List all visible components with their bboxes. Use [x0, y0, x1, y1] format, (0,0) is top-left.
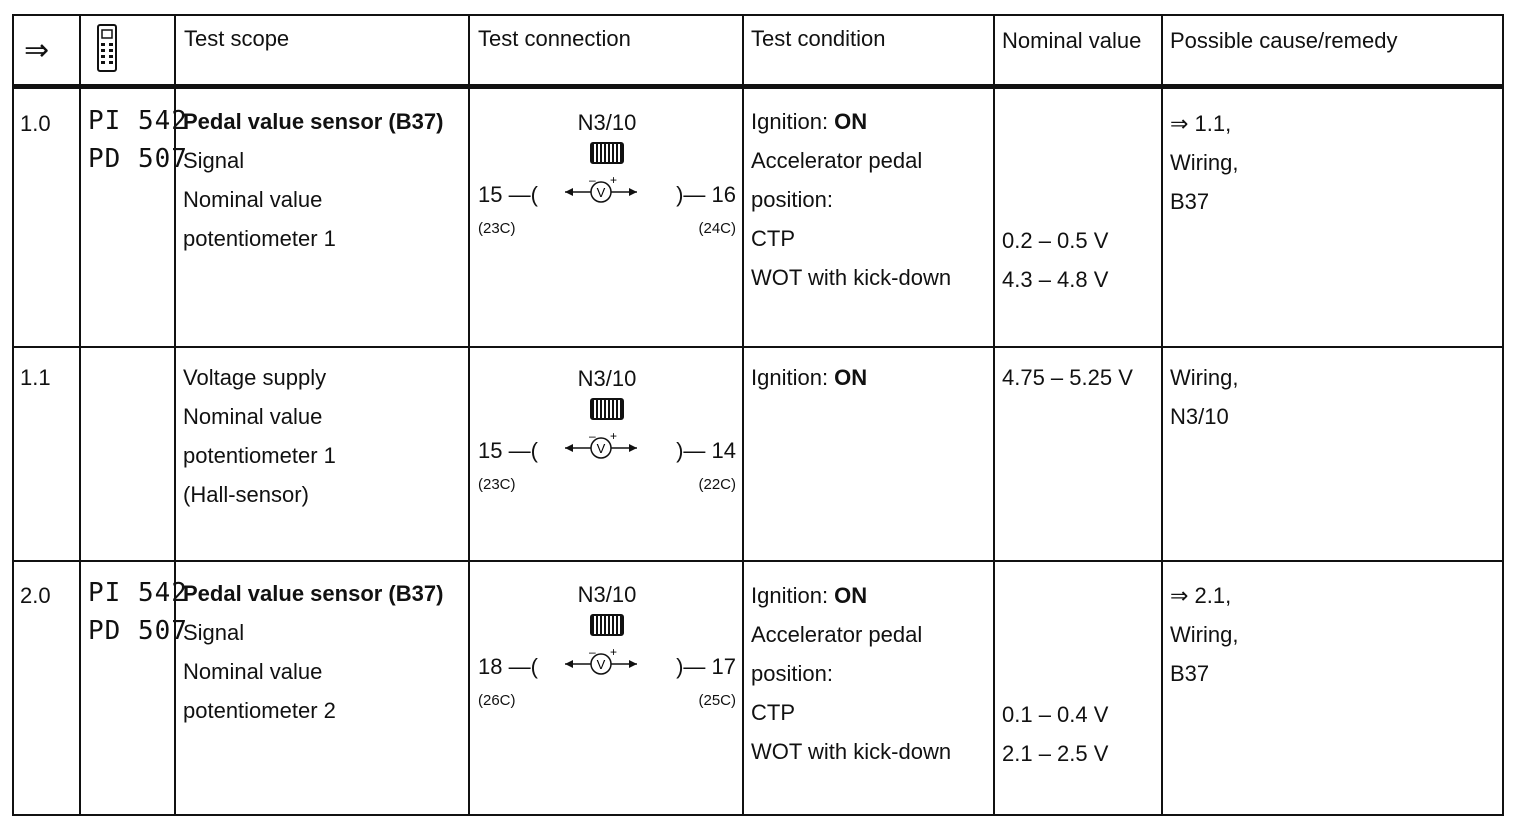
col-border [1161, 14, 1163, 816]
svg-text:V: V [596, 185, 606, 200]
svg-text:–: – [589, 176, 596, 187]
svg-text:+: + [610, 176, 618, 187]
condition-line: position: [751, 187, 833, 212]
step-number: 1.1 [20, 365, 51, 390]
scope-line: potentiometer 2 [183, 698, 336, 723]
socket-box-icon [590, 398, 624, 420]
condition-ignition: Ignition: ON [751, 109, 868, 134]
pin-left-sub: (23C) [478, 220, 516, 237]
col-border [12, 14, 14, 816]
condition-line: CTP [751, 226, 795, 251]
pin-right-sub: (22C) [698, 476, 736, 493]
pin-left: 15 —( [478, 182, 538, 207]
col-border [993, 14, 995, 816]
socket-box-icon [590, 142, 624, 164]
remedy-link: ⇒ 2.1, [1170, 583, 1232, 608]
scope-title: Pedal value sensor (B37) [183, 581, 444, 606]
header-divider [12, 84, 1504, 89]
header-arrow: ⇒ [24, 34, 50, 67]
condition-line: WOT with kick-down [751, 265, 952, 290]
svg-text:V: V [596, 657, 606, 672]
row-divider [12, 560, 1504, 562]
control-unit-label: N3/10 [577, 110, 637, 135]
nominal-value: 2.1 – 2.5 V [1002, 741, 1109, 766]
control-unit-label: N3/10 [577, 366, 637, 391]
test-connection-diagram [470, 364, 744, 514]
scope-line: Signal [183, 148, 245, 173]
pin-right-sub: (24C) [698, 220, 736, 237]
condition-line: WOT with kick-down [751, 739, 952, 764]
fault-code: PI 542 [88, 106, 188, 136]
control-unit-label: N3/10 [577, 582, 637, 607]
pin-right: )— 17 [676, 654, 736, 679]
remedy-line: B37 [1170, 661, 1210, 686]
header-test-scope: Test scope [184, 26, 290, 51]
pin-left-sub: (26C) [478, 692, 516, 709]
svg-text:V: V [596, 441, 606, 456]
pin-right: )— 14 [676, 438, 736, 463]
remedy-line: N3/10 [1170, 404, 1229, 429]
table-bottom-border [12, 814, 1504, 816]
remedy-line: Wiring, [1170, 365, 1239, 390]
header-test-connection: Test connection [478, 26, 631, 51]
condition-line: Accelerator pedal [751, 622, 923, 647]
row-divider [12, 346, 1504, 348]
fault-code: PI 542 [88, 578, 188, 608]
handheld-tester-icon [96, 24, 118, 72]
nominal-value: 0.1 – 0.4 V [1002, 702, 1109, 727]
scope-line: (Hall-sensor) [183, 482, 309, 507]
scope-line: Signal [183, 620, 245, 645]
nominal-value: 0.2 – 0.5 V [1002, 228, 1109, 253]
scope-line: Nominal value [183, 659, 323, 684]
svg-text:+: + [610, 432, 618, 443]
scope-line: Nominal value [183, 187, 323, 212]
col-border [79, 14, 81, 816]
remedy-line: B37 [1170, 189, 1210, 214]
condition-line: Accelerator pedal [751, 148, 923, 173]
scope-line: potentiometer 1 [183, 226, 336, 251]
condition-ignition: Ignition: ON [751, 583, 868, 608]
voltmeter-icon [565, 176, 649, 206]
nominal-value: 4.3 – 4.8 V [1002, 267, 1109, 292]
pin-right-sub: (25C) [698, 692, 736, 709]
col-border [1502, 14, 1504, 816]
voltmeter-icon [565, 648, 649, 678]
header-test-condition: Test condition [751, 26, 886, 51]
table-top-border [12, 14, 1504, 16]
header-nominal-value: Nominal value [1002, 28, 1142, 53]
pin-right: )— 16 [676, 182, 736, 207]
step-number: 1.0 [20, 111, 51, 136]
test-table [12, 14, 1504, 816]
fault-code: PD 507 [88, 616, 188, 646]
condition-line: position: [751, 661, 833, 686]
svg-text:–: – [589, 648, 596, 659]
socket-box-icon [590, 614, 624, 636]
remedy-line: Wiring, [1170, 622, 1239, 647]
condition-ignition: Ignition: ON [751, 365, 868, 390]
svg-text:–: – [589, 432, 596, 443]
fault-code: PD 507 [88, 144, 188, 174]
test-connection-diagram [470, 580, 744, 730]
voltmeter-icon [565, 432, 649, 462]
pin-left-sub: (23C) [478, 476, 516, 493]
remedy-link: ⇒ 1.1, [1170, 111, 1232, 136]
scope-title: Pedal value sensor (B37) [183, 109, 444, 134]
header-possible-cause: Possible cause/remedy [1170, 28, 1398, 53]
step-number: 2.0 [20, 583, 51, 608]
pin-left: 18 —( [478, 654, 538, 679]
pin-left: 15 —( [478, 438, 538, 463]
svg-text:+: + [610, 648, 618, 659]
nominal-value: 4.75 – 5.25 V [1002, 365, 1133, 390]
scope-line: Nominal value [183, 404, 323, 429]
scope-line: potentiometer 1 [183, 443, 336, 468]
remedy-line: Wiring, [1170, 150, 1239, 175]
test-connection-diagram [470, 108, 744, 258]
condition-line: CTP [751, 700, 795, 725]
scope-line: Voltage supply [183, 365, 327, 390]
